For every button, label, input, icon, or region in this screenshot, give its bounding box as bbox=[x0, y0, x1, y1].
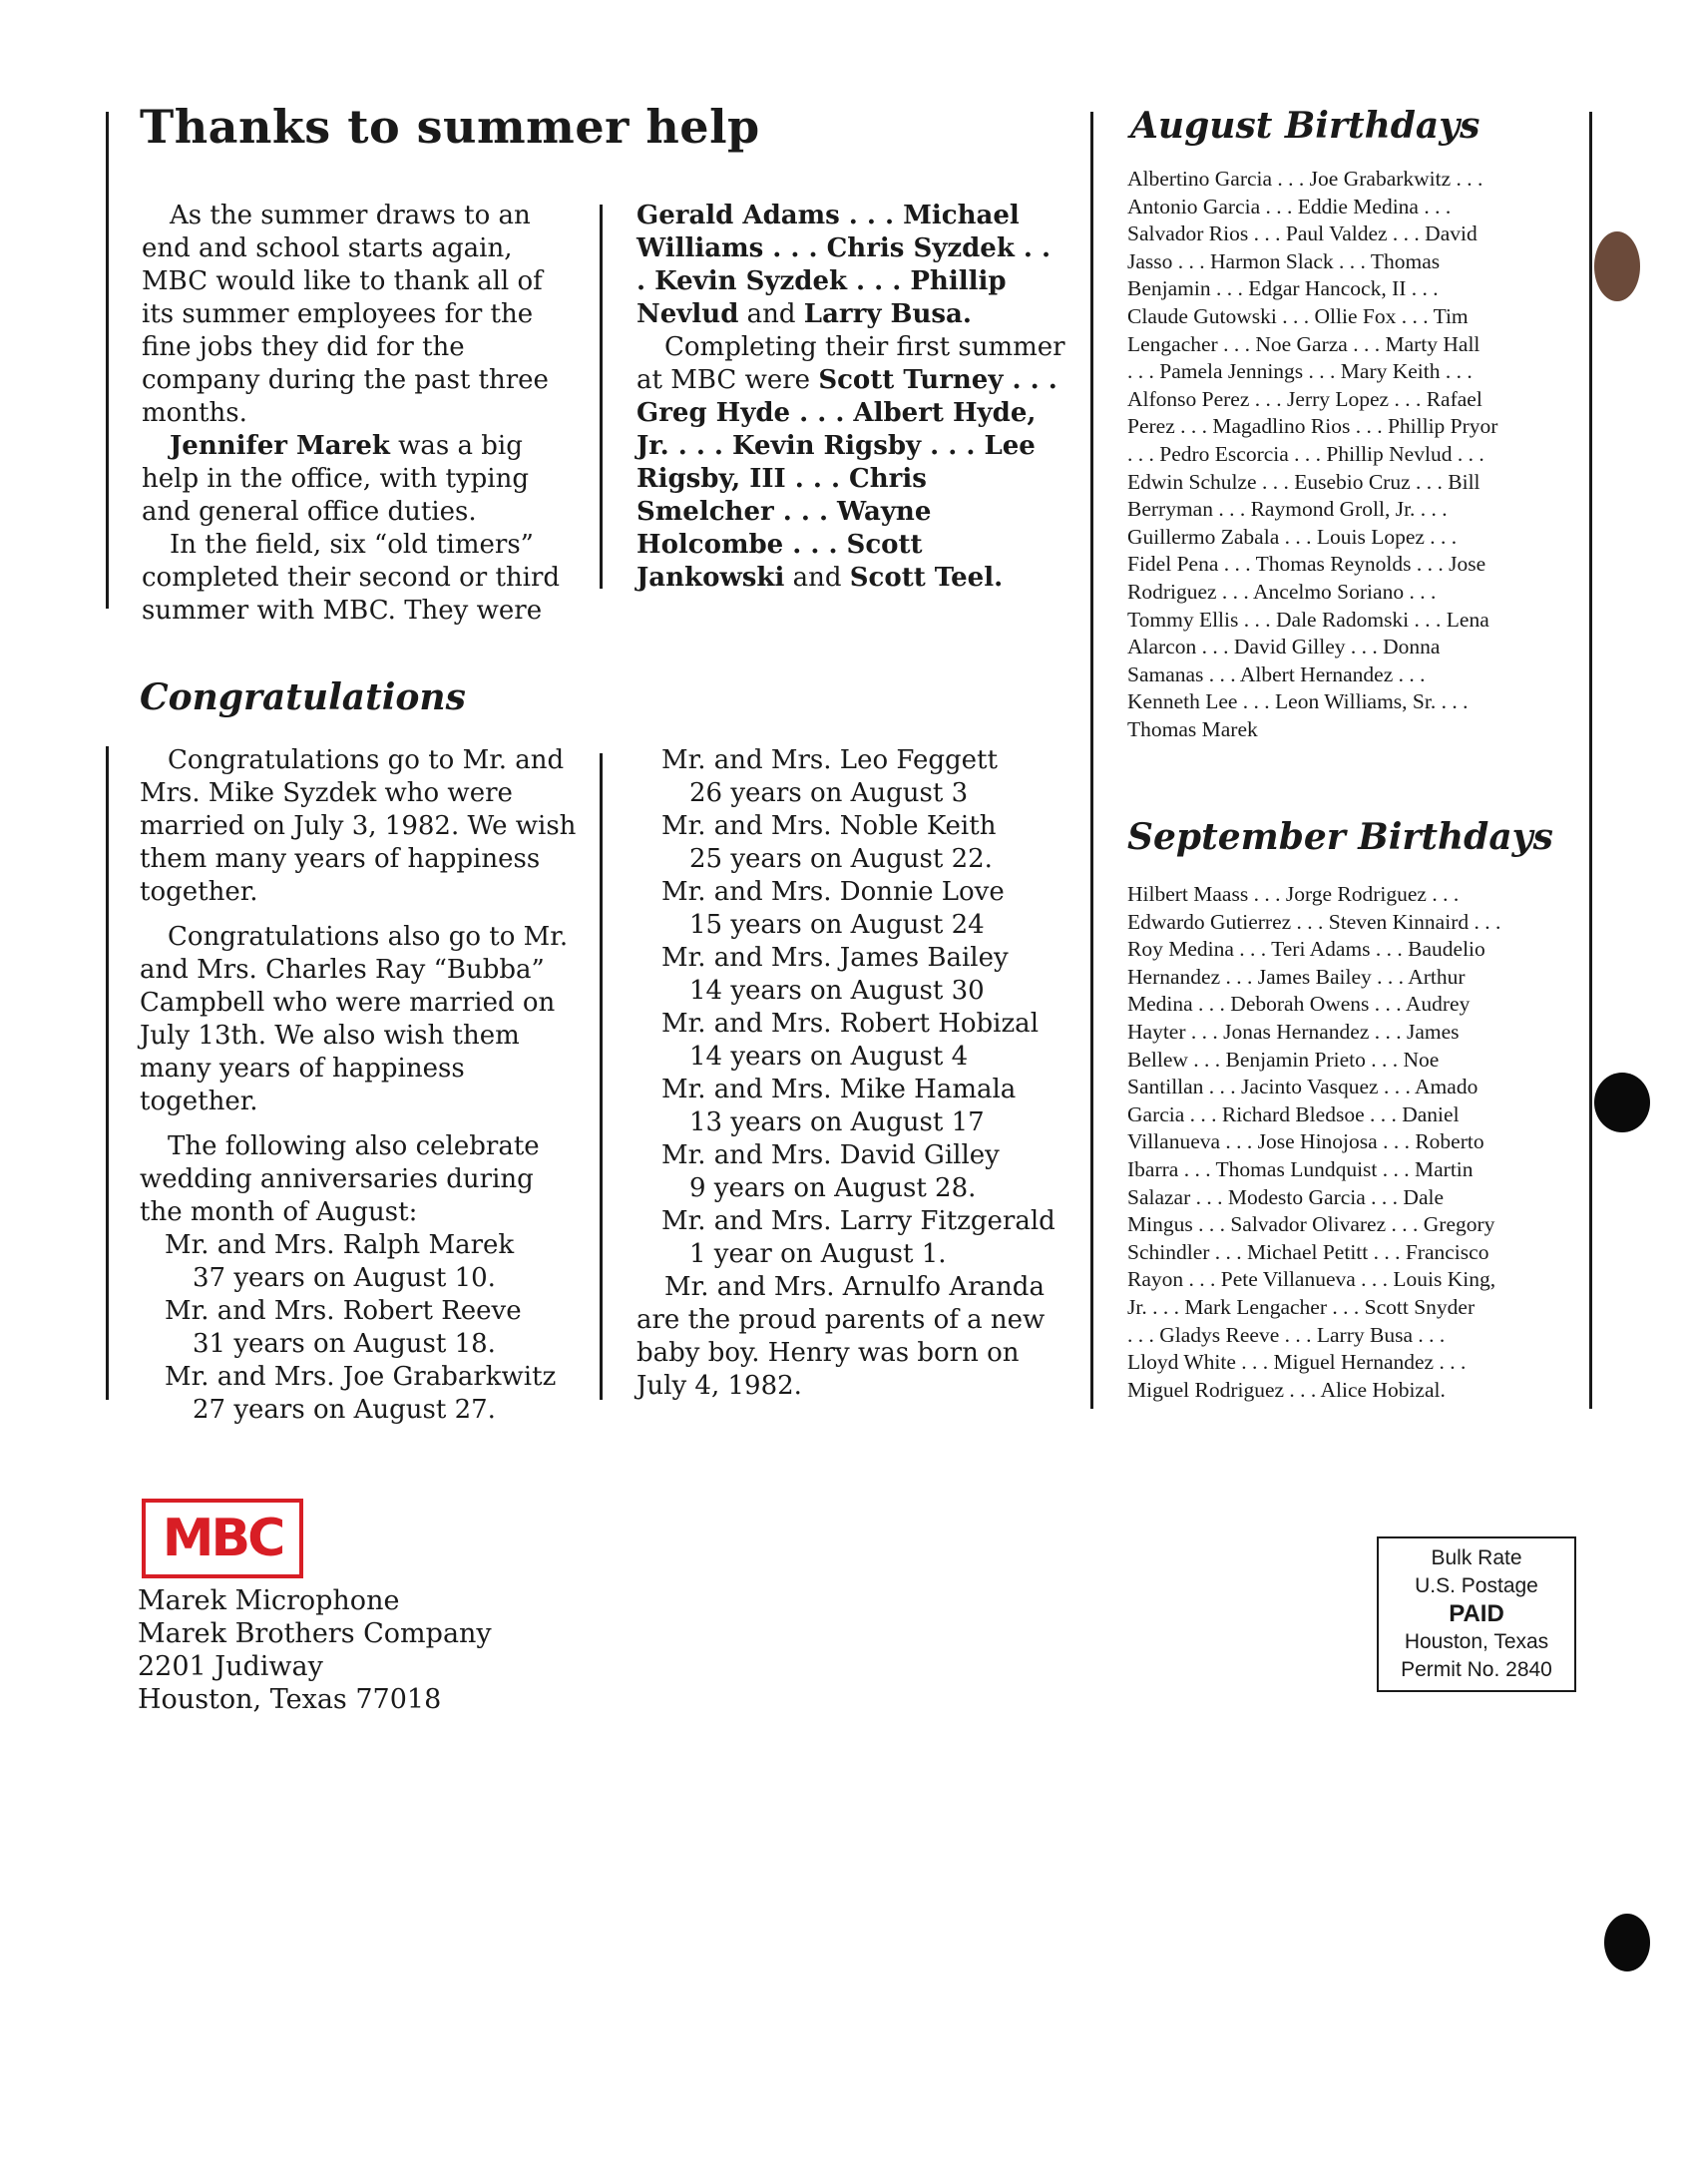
list-item: Mr. and Mrs. James Bailey 14 years on August 30 bbox=[661, 943, 1009, 1006]
list-item: Mr. and Mrs. Mike Hamala 13 years on August 17 bbox=[661, 1075, 1017, 1137]
column-rule-left-bottom bbox=[106, 746, 109, 1400]
column-rule-far-right bbox=[1589, 112, 1592, 1409]
list-item: Mr. and Mrs. Robert Reeve 31 years on August 18. bbox=[165, 1296, 522, 1359]
summer-help-para1: As the summer draws to an end and school starts again, MBC would like to thank all of its summer employees for the fine jobs they did for the company during the past three months. bbox=[142, 201, 549, 428]
column-rule-middle-bottom bbox=[600, 753, 603, 1400]
list-item: Mr. and Mrs. Donnie Love 15 years on August 24 bbox=[661, 877, 1005, 940]
column-rule-left-top bbox=[106, 112, 109, 609]
summer-help-title: Thanks to summer help bbox=[140, 100, 760, 154]
list-item: Mr. and Mrs. Joe Grabarkwitz 27 years on August 27. bbox=[165, 1362, 557, 1425]
first-summer-list: Completing their first summer at MBC were Scott Turney . . . Greg Hyde . . . Albert Hyde, Jr. . . . Kevin Rigsby . . . Lee Rigsby, III . . . Chris Smelcher . . . Wayne Holcombe . . . Scott Jankowski and Scott Teel. bbox=[636, 332, 1065, 593]
summer-help-para2: Jennifer Marek was a big help in the office, with typing and general office duties. bbox=[142, 431, 529, 527]
column-rule-right bbox=[1090, 112, 1093, 1409]
return-address: Marek Microphone Marek Brothers Company 2201 Judiway Houston, Texas 77018 bbox=[138, 1585, 492, 1715]
congratulations-title: Congratulations bbox=[140, 676, 466, 718]
summer-help-para3: In the field, six “old timers” completed their second or third summer with MBC. They were bbox=[142, 530, 561, 626]
congratulations-col2 bbox=[636, 744, 1075, 1403]
september-birthdays-list: Hilbert Maass . . . Jorge Rodriguez . . . Edwardo Gutierrez . . . Steven Kinnaird . . . Roy Medina . . . Teri Adams . . . Baudelio Hernandez . . . James Bailey . . . Arthur Medina . . . Deborah Owens . . . Audrey Hayter . . . Jonas Hernandez . . . James Bellew . . . Benjamin Prieto . . . Noe Santillan . . . Jacinto Vasquez . . . Amado Garcia . . . Richard Bledsoe . . . Daniel Villanueva . . . Jose Hinojosa . . . Roberto Ibarra . . . Thomas Lundquist . . . Martin Salazar . . . Modesto Garcia . . . Dale Mingus . . . Salvador Olivarez . . . Gregory Schindler . . . Michael Petitt . . . Francisco Rayon . . . Pete Villanueva . . . Louis King, Jr. . . . Mark Lengacher . . . Scott Snyder . . . Gladys Reeve . . . Larry Busa . . . Lloyd White . . . Miguel Hernandez . . . Miguel Rodriguez . . . Alice Hobizal. bbox=[1127, 882, 1501, 1402]
summer-help-col1 bbox=[142, 200, 581, 628]
list-item: Mr. and Mrs. Leo Feggett 26 years on August 3 bbox=[661, 745, 998, 808]
summer-help-col2 bbox=[636, 200, 1065, 595]
mbc-logo: MBC bbox=[142, 1499, 303, 1578]
congratulations-col1 bbox=[140, 744, 584, 1427]
list-item: Mr. and Mrs. Noble Keith 25 years on August 22. bbox=[661, 811, 997, 874]
list-item: Mr. and Mrs. David Gilley 9 years on August 28. bbox=[661, 1140, 1000, 1203]
old-timers-list: Gerald Adams . . . Michael Williams . . . Chris Syzdek . . . Kevin Syzdek . . . Phillip Nevlud and Larry Busa. bbox=[636, 201, 1052, 329]
congrats-para2: Congratulations also go to Mr. and Mrs. Charles Ray “Bubba” Campbell who were married on July 13th. We also wish them many years of happiness together. bbox=[140, 922, 569, 1116]
august-birthdays-list: Albertino Garcia . . . Joe Grabarkwitz . . . Antonio Garcia . . . Eddie Medina . . . Salvador Rios . . . Paul Valdez . . . David Jasso . . . Harmon Slack . . . Thomas Benjamin . . . Edgar Hancock, II . . . Claude Gutowski . . . Ollie Fox . . . Tim Lengacher . . . Noe Garza . . . Marty Hall . . . Pamela Jennings . . . Mary Keith . . . Alfonso Perez . . . Jerry Lopez . . . Rafael Perez . . . Magadlino Rios . . . Phillip Pryor . . . Pedro Escorcia . . . Phillip Nevlud . . . Edwin Schulze . . . Eusebio Cruz . . . Bill Berryman . . . Raymond Groll, Jr. . . . Guillermo Zabala . . . Louis Lopez . . . Fidel Pena . . . Thomas Reynolds . . . Jose Rodriguez . . . Ancelmo Soriano . . . Tommy Ellis . . . Dale Radomski . . . Lena Alarcon . . . David Gilley . . . Donna Samanas . . . Albert Hernandez . . . Kenneth Lee . . . Leon Williams, Sr. . . . Thomas Marek bbox=[1127, 167, 1498, 741]
list-item: Mr. and Mrs. Larry Fitzgerald 1 year on August 1. bbox=[661, 1206, 1056, 1269]
list-item: Mr. and Mrs. Ralph Marek 37 years on August 10. bbox=[165, 1230, 515, 1293]
binder-hole-bottom bbox=[1604, 1914, 1650, 1971]
list-item: Mr. and Mrs. Robert Hobizal 14 years on August 4 bbox=[661, 1009, 1040, 1072]
column-rule-middle-top bbox=[600, 205, 603, 589]
anniversaries-list-1 bbox=[140, 1229, 584, 1427]
congrats-para3: The following also celebrate wedding anniversaries during the month of August: bbox=[140, 1131, 540, 1227]
september-birthdays-title: September Birthdays bbox=[1127, 816, 1553, 858]
august-birthdays-title: August Birthdays bbox=[1130, 105, 1480, 147]
congrats-para1: Congratulations go to Mr. and Mrs. Mike Syzdek who were married on July 3, 1982. We wish them many years of happiness together. bbox=[140, 745, 577, 907]
binder-hole-top bbox=[1594, 231, 1640, 301]
jennifer-marek-name: Jennifer Marek bbox=[170, 431, 390, 461]
postage-indicia: Bulk Rate U.S. Postage PAID Houston, Texas Permit No. 2840 bbox=[1377, 1536, 1576, 1692]
anniversaries-list-2 bbox=[636, 744, 1075, 1271]
binder-hole-middle bbox=[1594, 1073, 1650, 1132]
baby-announcement: Mr. and Mrs. Arnulfo Aranda are the proud parents of a new baby boy. Henry was born on July 4, 1982. bbox=[636, 1272, 1046, 1401]
